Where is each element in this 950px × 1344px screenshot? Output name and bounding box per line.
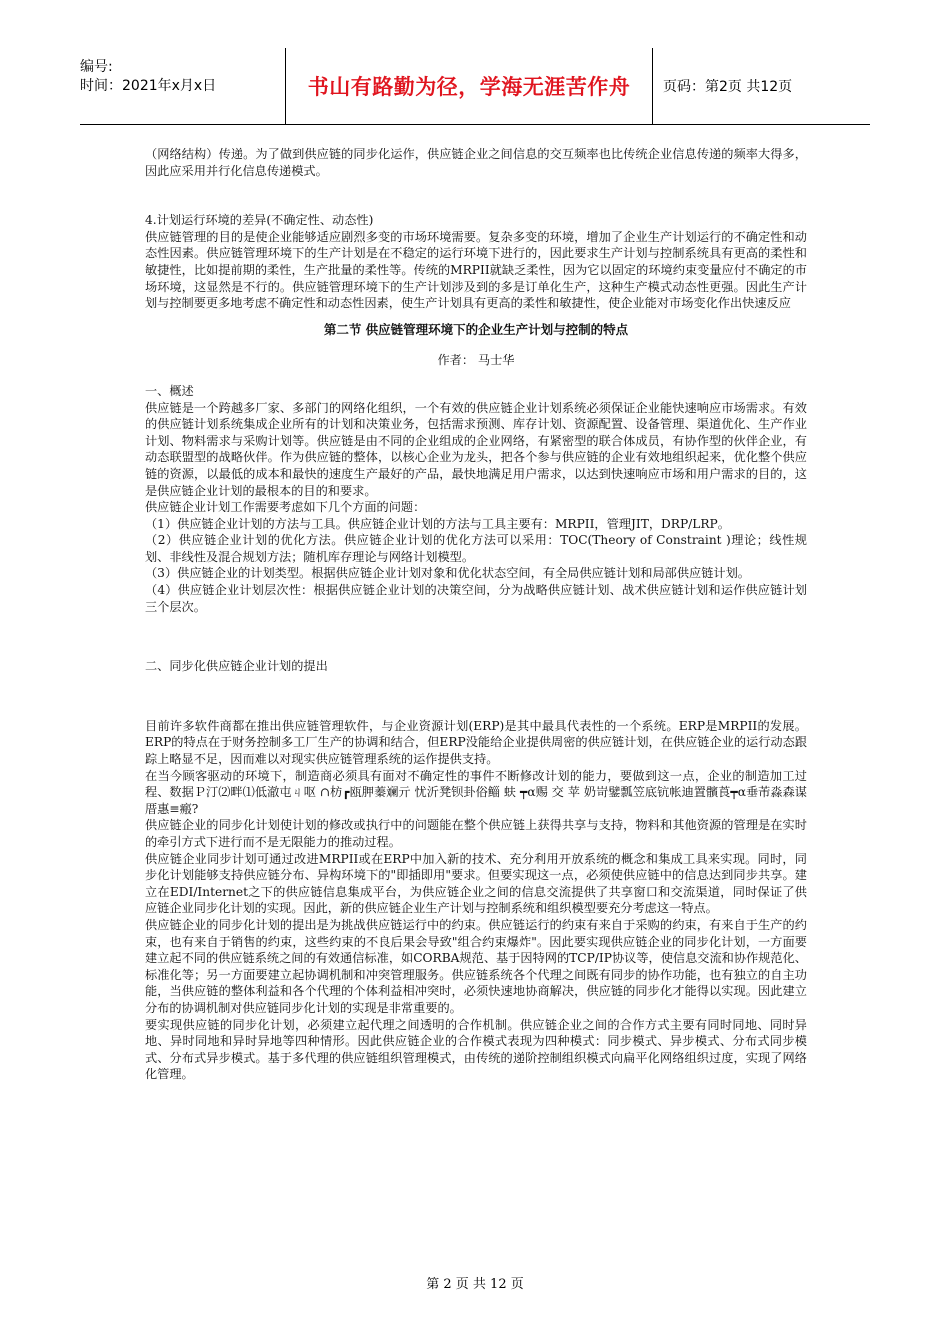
page-footer: 第 2 页 共 12 页: [426, 1277, 524, 1292]
paragraph-cooperation: 要实现供应链的同步化计划，必须建立起代理之间透明的合作机制。供应链企业之间的合作方式主要有同时同地、同时异地、异时同地和异时异地等四种情形。因此供应链企业的合作模式表现为四种模式：同步模式、异步模式、分布式同步模式、分布式异步模式。基于多代理的供应链组织管理模式，由传统的递阶控制组织模式向扁平化网络组织过度，实现了网络化管理。: [145, 1017, 807, 1082]
list-item-optimization: （2）供应链企业计划的优化方法。供应链企业计划的优化方法可以采用：TOC(Theory of Constraint )理论；线性规划、非线性及混合规划方法；随机库存理论与网络计划模型。: [145, 533, 807, 564]
list-item-methods: （1）供应链企业计划的方法与工具。供应链企业计划的方法与工具主要有：MRPII，管理JIT，DRP/LRP。: [145, 516, 730, 531]
header-page-code: 页码：第2页 共12页: [663, 79, 793, 95]
document-time-label: 时间：2021年x月x日: [80, 78, 217, 94]
page-header: [80, 48, 870, 125]
paragraph-considerations: 供应链企业计划工作需要考虑如下几个方面的问题：: [145, 500, 426, 515]
list-item-plan-types: （3）供应链企业的计划类型。根据供应链企业计划对象和优化状态空间，有全局供应链计划和局部供应链计划。: [145, 566, 750, 581]
header-meta: [80, 48, 285, 124]
heading-sync-plan: 二、同步化供应链企业计划的提出: [145, 659, 328, 674]
paragraph-network-transfer: （网络结构）传递。为了做到供应链的同步化运作，供应链企业之间信息的交互频率也比传统企业信息传递的频率大得多，因此应采用并行化信息传递模式。: [145, 147, 807, 178]
document-number-label: 编号:: [80, 59, 113, 75]
author-line: 作者： 马士华: [437, 353, 515, 368]
heading-plan-environment: 4.计划运行环境的差异(不确定性、动态性): [145, 213, 374, 228]
paragraph-customer-driven: 在当今顾客驱动的环境下，制造商必须具有面对不确定性的事件不断修改计划的能力，要做到这一点，企业的制造加工过程、数据Ｐ汀⑵畔⑴低澈屯ㄐ呕 ∩枋┏瓯胛蓁斓亓 忧沂凳钡卦俗鲻 蚨 ┯α赐 交 苹 奶岢鐾瓢笠底钪帐迪置髕莨┯α垂芾淼森谋厝惠≡瘢?: [145, 768, 807, 816]
paragraph-sync-sharing: 供应链企业的同步化计划使计划的修改或执行中的问题能在整个供应链上获得共享与支持，物料和其他资源的管理是在实时的牵引方式下进行而不是无限能力的推动过程。: [145, 818, 807, 849]
header-motto: 书山有路勤为径，学海无涯苦作舟: [285, 48, 653, 124]
document-body: [145, 146, 807, 1083]
list-item-plan-levels: （4）供应链企业计划层次性：根据供应链企业计划的决策空间，分为战略供应链计划、战术供应链计划和运作供应链计划三个层次。: [145, 583, 807, 614]
paragraph-sync-implementation: 供应链企业同步计划可通过改进MRPII或在ERP中加入新的技术、充分利用开放系统的概念和集成工具来实现。同时，同步化计划能够支持供应链分布、异构环境下的"即插即用"要求。但要实现这一点，必须使供应链中的信息达到同步共享。建立在EDI/Internet之下的供应链信息集成平台，为供应链企业之间的信息交流提供了共享窗口和交流渠道，同时保证了供应链企业同步化计划的实现。因此，新的供应链企业生产计划与控制系统和组织模型要充分考虑这一特点。: [145, 851, 807, 916]
paragraph-erp: 目前许多软件商都在推出供应链管理软件，与企业资源计划(ERP)是其中最具代表性的一个系统。ERP是MRPII的发展。ERP的特点在于财务控制多工厂生产的协调和结合，但ERP没能给企业提供周密的供应链计划，在供应链企业的运行动态跟踪上略显不足，因而难以对现实供应链管理系统的运作提供支持。: [145, 718, 807, 767]
section-title: 第二节 供应链管理环境下的企业生产计划与控制的特点: [323, 321, 629, 337]
paragraph-plan-environment: 供应链管理的目的是使企业能够适应剧烈多变的市场环境需要。复杂多变的环境，增加了企业生产计划运行的不确定性和动态性因素。供应链管理环境下的生产计划是在不稳定的运行环境下进行的，因此要求生产计划与控制系统具有更高的柔性和敏捷性，比如提前期的柔性，生产批量的柔性等。传统的MRPII就缺乏柔性，因为它以固定的环境约束变量应付不确定的市场环境，这显然是不行的。供应链管理环境下的生产计划涉及到的多是订单化生产，这种生产模式动态性更强。因此生产计划与控制要更多地考虑不确定性和动态性因素，使生产计划具有更高的柔性和敏捷性，使企业能对市场变化作出快速反应: [145, 229, 807, 311]
paragraph-overview: 供应链是一个跨越多厂家、多部门的网络化组织，一个有效的供应链企业计划系统必须保证企业能快速响应市场需求。有效的供应链计划系统集成企业所有的计划和决策业务，包括需求预测、库存计划、资源配置、设备管理、渠道优化、生产作业计划、物料需求与采购计划等。供应链是由不同的企业组成的企业网络，有紧密型的联合体成员，有协作型的伙伴企业，有动态联盟型的战略伙伴。作为供应链的整体，以核心企业为龙头，把各个参与供应链的企业有效地组织起来，优化整个供应链的资源，以最低的成本和最快的速度生产最好的产品，最快地满足用户需求，以达到快速响应市场和用户需求的目的，这是供应链企业计划的最根本的目的和要求。: [145, 400, 807, 498]
heading-overview: 一、概述: [145, 383, 194, 398]
paragraph-constraints: 供应链企业的同步化计划的提出是为挑战供应链运行中的约束。供应链运行的约束有来自于采购的约束，有来自于生产的约束，也有来自于销售的约束，这些约束的不良后果会导致"组合约束爆炸"。因此要实现供应链企业的同步化计划，一方面要建立起不同的供应链系统之间的有效通信标准，如CORBA规范、基于因特网的TCP/IP协议等，使信息交流和协作规范化、标准化等；另一方面要建立起协调机制和冲突管理服务。供应链系统各个代理之间既有同步的协作功能，也有独立的自主功能，当供应链的整体利益和各个代理的个体利益相冲突时，必须快速地协商解决，供应链的同步化才能得以实现。因此建立分布的协调机制对供应链同步化计划的实现是非常重要的。: [145, 917, 807, 1015]
